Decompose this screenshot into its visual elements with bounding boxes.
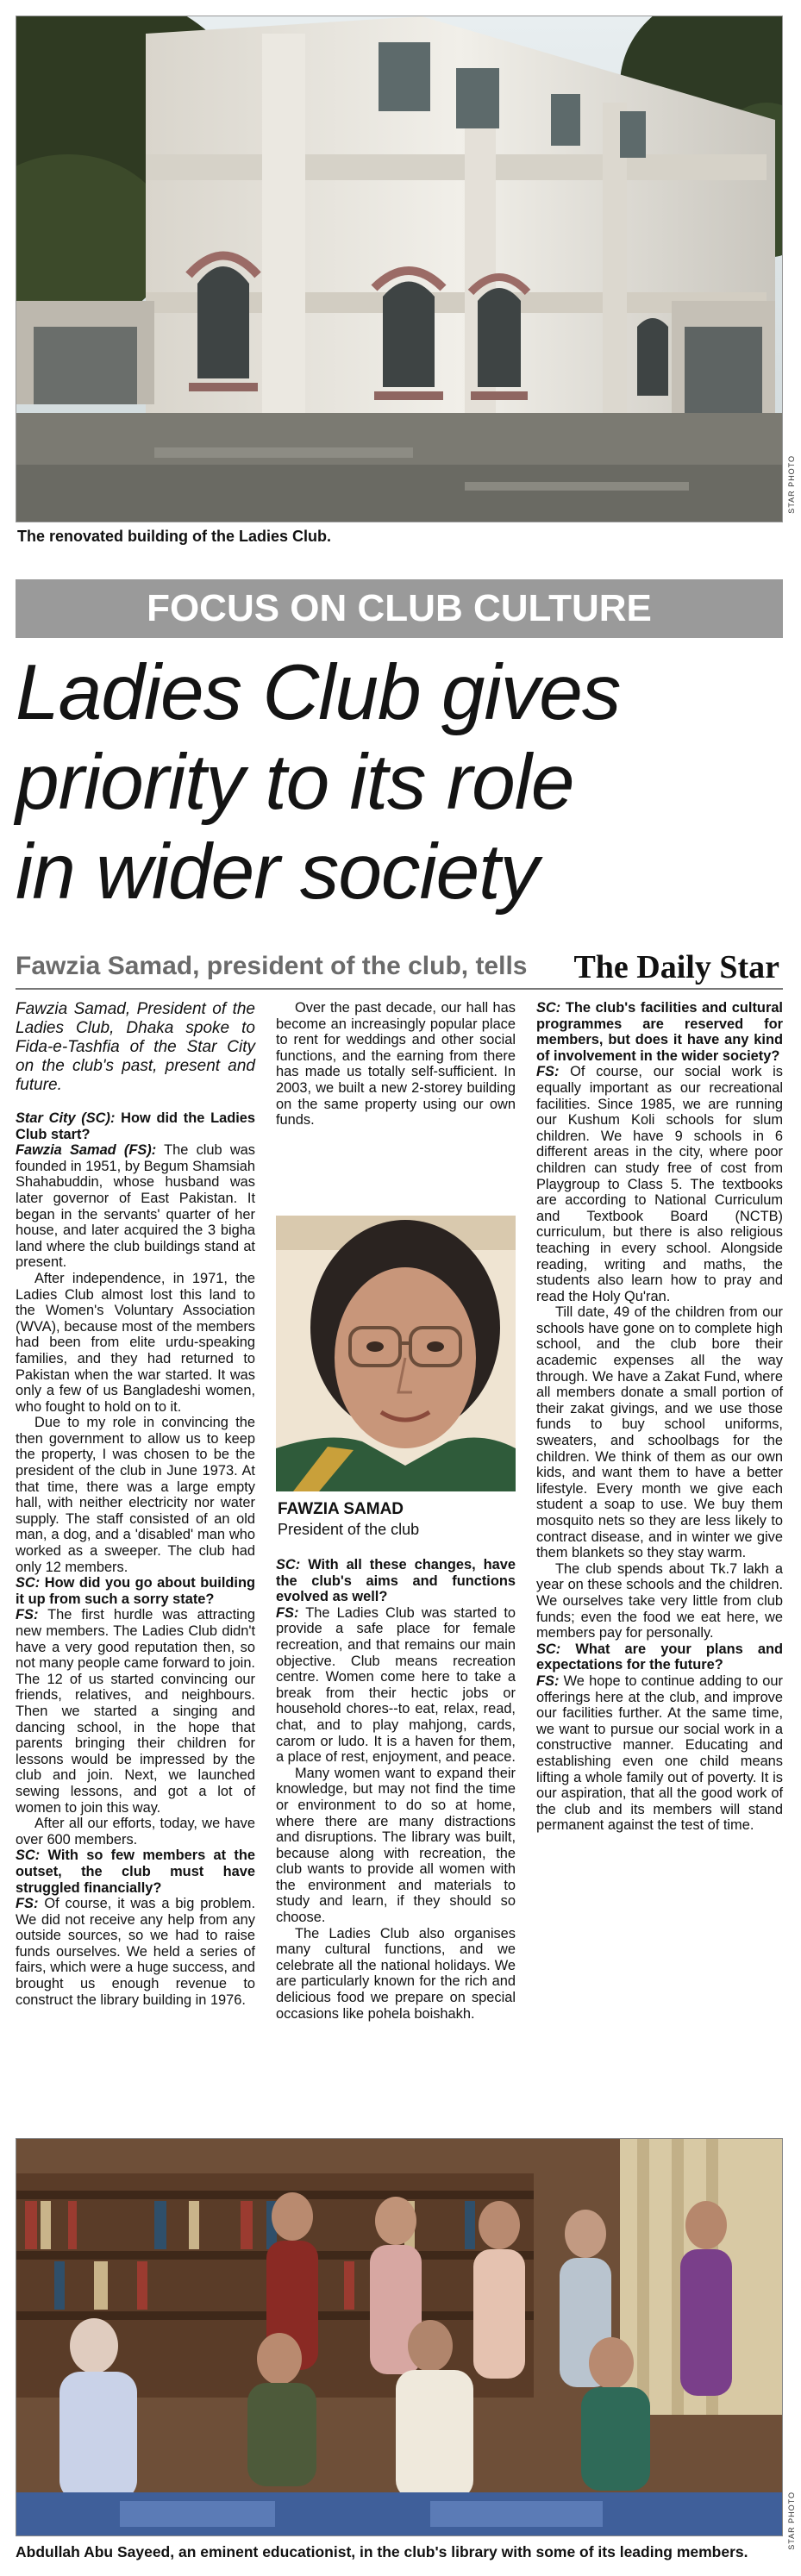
paragraph-8: Till date, 49 of the children from our schools have gone on to complete high school, and the club bore their academic expenses all the way through. We have a Zakat Fund, where all members donate a small portion of their zakat givings, and we use those funds to buy school uniforms, sweaters, and schoolbags for the children. We think of them as our own kids, and want them to have a better lifestyle. Every month we give each student a soap to use. We buy them mosquito nets so they are less likely to contract disease, and in winter we give them blankets so they stay warm. xyxy=(536,1304,783,1561)
paragraph-2: After independence, in 1971, the Ladies Club almost lost this land to the Women's Voluntary Association (WVA), because most of the members had been from elite urdu-speaking families, and they had returned to Pakistan when the war started. It was only a few of us Bangladeshi women, who fought to hold on to it. xyxy=(16,1270,255,1415)
headline-line-3: in wider society xyxy=(16,828,539,916)
bottom-photo-credit: STAR PHOTO xyxy=(787,2492,796,2550)
question-6: SC: What are your plans and expectations for the future? xyxy=(536,1641,783,1673)
subhead: Fawzia Samad, president of the club, tells xyxy=(16,952,528,980)
library-illustration xyxy=(16,2139,783,2536)
paragraph-6: Many women want to expand their knowledge, but may not find the time or environment to do so at home, where there are many distractions and disruptions. The library was built, because along with recreation, the club wants to provide all women with the environment and materials to study and learn, if they should so choose. xyxy=(276,1765,516,1926)
paragraph-5: Over the past decade, our hall has become an increasingly popular place to rent for weddings and other social functions, and the earning from there has made us totally self-sufficient. In 2003, we built a new 2-storey building on the same property using our own funds. xyxy=(276,1000,516,1129)
portrait-title: President of the club xyxy=(278,1521,420,1538)
top-photo-credit: STAR PHOTO xyxy=(787,455,796,514)
headline-line-1: Ladies Club gives xyxy=(16,649,621,736)
article-lead: Fawzia Samad, President of the Ladies Club, Dhaka spoke to Fida-e-Tashfia of the Star City on the club's past, present and future. xyxy=(16,1000,255,1094)
portrait-illustration xyxy=(276,1216,516,1491)
subhead-row xyxy=(16,948,783,990)
paragraph-4: After all our efforts, today, we have over 600 members. xyxy=(16,1816,255,1848)
paragraph-9: The club spends about Tk.7 lakh a year on these schools and the children. We ourselves take very little from club funds; even the food we eat here, we members pay for personally. xyxy=(536,1560,783,1641)
headline xyxy=(16,648,783,917)
building-photo xyxy=(16,16,783,522)
answer-5: FS: Of course, our social work is equally important as our recreational facilities. Since 1985, we are running our Kushum Koli schools for slum children. We have 9 schools in 6 different areas in the city, where poor children can study free of cost from Playgroup to Class 5. The textbooks are according to National Curriculum and Textbook Board (NCTB) curriculum, but there is also religious teaching in every school. Alongside reading, writing and maths, the students also learn how to pray and read the Holy Qu'ran. xyxy=(536,1064,783,1304)
question-4: SC: With all these changes, have the club's aims and functions evolved as well? xyxy=(276,1557,516,1605)
question-3: SC: With so few members at the outset, the club must have struggled financially? xyxy=(16,1848,255,1896)
building-illustration xyxy=(16,16,783,522)
answer-4: FS: The Ladies Club was started to provide a safe place for female recreation, and that remains our main objective. Club means recreation centre. Women come here to take a break from their hectic jobs or household chores--to eat, relax, read, chat, and to play mahjong, cards, carom or ludo. It is a haven for them, a place of rest, enjoyment, and peace. xyxy=(276,1604,516,1766)
paragraph-3: Due to my role in convincing the then government to allow us to keep the property, I was chosen to be the president of the club in June 1973. At that time, there was a large empty hall, with neither electricity nor water supply. The staff consisted of an old man, a dog, and a 'disabled' man who worked as a sweeper. The club had only 12 members. xyxy=(16,1415,255,1575)
headline-line-2: priority to its role xyxy=(16,739,574,826)
section-banner: FOCUS ON CLUB CULTURE xyxy=(16,579,783,638)
answer-6: FS: We hope to continue adding to our offerings here at the club, and improve our facilities further. At the same time, we want to pursue our social work in a constructive manner. Educating and establishing even one child means lifting a whole family out of poverty. It is our aspiration, that all the good work of the club and its members will stand permanent against the test of time. xyxy=(536,1673,783,1834)
top-photo-caption: The renovated building of the Ladies Club. xyxy=(17,528,332,545)
masthead-logo: The Daily Star xyxy=(573,949,779,985)
question-1: Star City (SC): How did the Ladies Club start? xyxy=(16,1110,255,1142)
library-group-photo xyxy=(16,2138,783,2536)
question-2: SC: How did you go about building it up from such a sorry state? xyxy=(16,1575,255,1607)
portrait-photo xyxy=(276,1216,516,1491)
question-5: SC: The club's facilities and cultural programmes are reserved for members, but does it have any kind of involvement in the wider society? xyxy=(536,1000,783,1064)
article-column-3 xyxy=(536,1000,783,1834)
answer-1: Fawzia Samad (FS): The club was founded in 1951, by Begum Shamsiah Shahabuddin, whose husband was later governor of East Pakistan. It began in the servants' quarter of her house, and later acquired the 3 bigha land where the club buildings stand at present. xyxy=(16,1142,255,1271)
article-column-1 xyxy=(16,1000,255,2008)
answer-3: FS: Of course, it was a big problem. We did not receive any help from any outside sources, so we had to raise funds ourselves. We held a series of fairs, which were a huge success, and brought us enough revenue to construct the library building in 1976. xyxy=(16,1896,255,2008)
portrait-name: FAWZIA SAMAD xyxy=(278,1500,404,1518)
answer-2: FS: The first hurdle was attracting new members. The Ladies Club didn't have a very good reputation then, so not many people came forward to join. The 12 of us started convincing our friends, relatives, and neighbours. Then we started a singing and dancing school, in the hope that parents bringing their children for lessons would be impressed by the club and join. Next, we launched sewing lessons, and got a lot of women to join this way. xyxy=(16,1607,255,1816)
article-column-2-bottom xyxy=(276,1557,516,2022)
paragraph-7: The Ladies Club also organises many cultural functions, and we celebrate all the national holidays. We are particularly known for the rich and delicious food we prepare on special occasions like pohela boishakh. xyxy=(276,1925,516,2022)
bottom-photo-caption: Abdullah Abu Sayeed, an eminent educationist, in the club's library with some of its leading members. xyxy=(16,2543,748,2560)
article-column-2-top xyxy=(276,1000,516,1129)
